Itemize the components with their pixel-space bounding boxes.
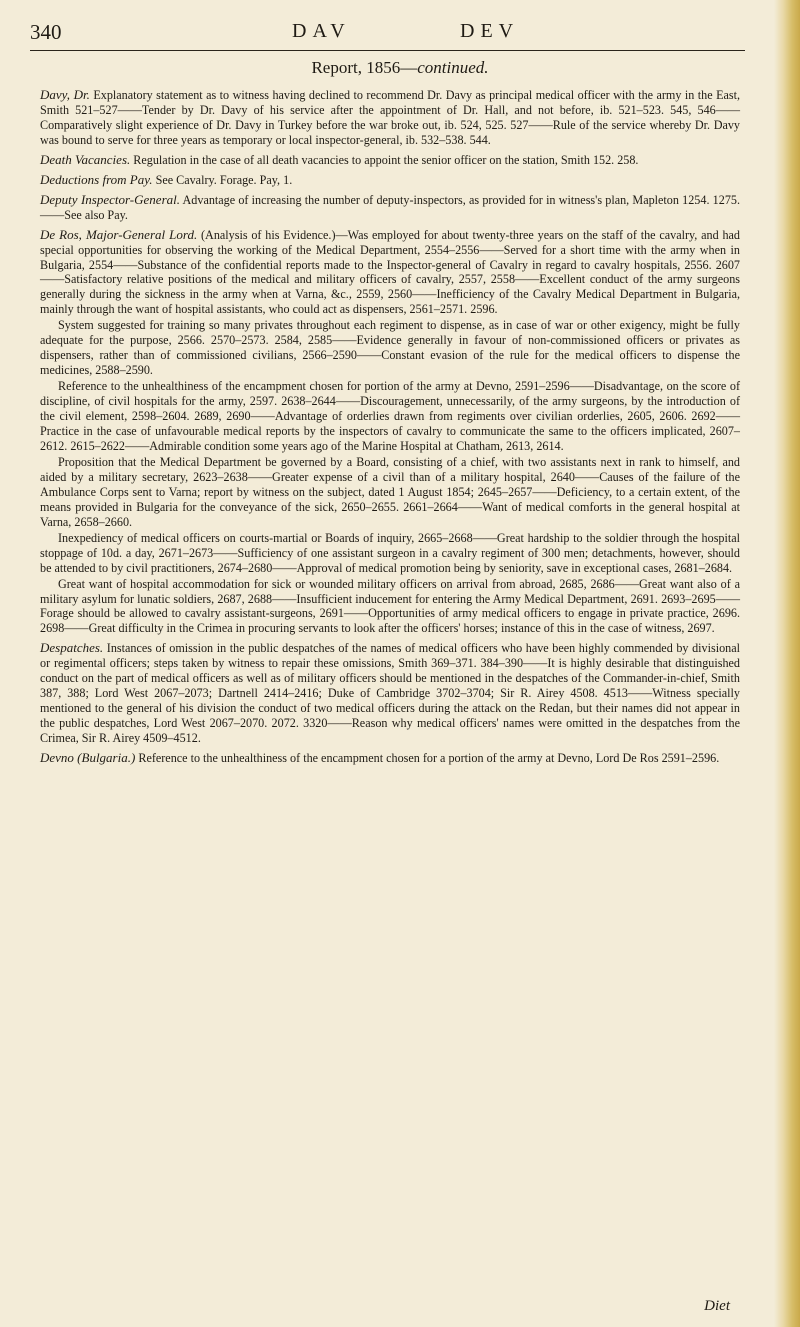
- entry-head: Deputy Inspector-General.: [40, 191, 180, 207]
- entry-deputy-inspector: [40, 193, 740, 223]
- entry-de-ros: [40, 228, 740, 318]
- de-ros-paragraph: Reference to the unhealthiness of the encampment chosen for portion of the army at Devno, 2591–2596——Disadvantage, on the score of discipline, of civil hospitals for the army, 2597. 2638–2644——Discouragement, unnecessarily, of the army surgeons, by the introduction of the civil element, 2598–2604. 2689, 2690——Advantage of orderlies drawn from regiments over civilian orderlies, 2605, 2606. 2692——Practice in the case of unfavourable medical reports by the inspectors of cavalry to communicate the same to the officers implicated, 2607–2612. 2615–2622——Admirable condition some years ago of the Marine Hospital at Chatham, 2613, 2614.: [40, 379, 740, 453]
- page-number: 340: [30, 20, 62, 44]
- index-body: [40, 88, 740, 771]
- entry-devno: [40, 751, 740, 766]
- entry-text: Advantage of increasing the number of deputy-inspectors, as provided for in witness's plan, Mapleton 1254. 1275.——See also Pay.: [40, 192, 741, 222]
- entry-despatches: [40, 641, 740, 746]
- catchword: Diet: [704, 1298, 730, 1314]
- left-heading: DAV: [292, 20, 351, 42]
- de-ros-paragraph: Proposition that the Medical Department be governed by a Board, consisting of a chief, with two assistants next in rank to himself, and aided by a military secretary, 2623–2638——Greater expense of a civil than of a military hospital, 2640——Causes of the failure of the Ambulance Corps sent to Varna; report by witness on the subject, dated 1 August 1854; 2645–2657——Deficiency, to a certain extent, of the means provided in Bulgaria for the conveyance of the sick, 2650–2655. 2661–2664——Want of medical comforts in the general hospital at Varna, 2658–2660.: [40, 454, 740, 529]
- subheading-prefix: Report, 1856—: [311, 58, 418, 77]
- subheading-suffix: continued.: [417, 58, 489, 77]
- entry-head: De Ros, Major-General Lord.: [40, 226, 198, 242]
- entry-deductions: [40, 173, 740, 188]
- de-ros-paragraph: System suggested for training so many privates throughout each regiment to dispense, as in case of war or other exigency, might be fully adequate for the purpose, 2566. 2570–2573. 2584, 2585——Evidence generally in favour of non-commissioned officers or privates as dispensers, rather than of commissioned civilians, 2566–2590——Constant evasion of the rule for the medical officers to dispense the medicines, 2588–2590.: [40, 318, 740, 378]
- de-ros-paragraph: Inexpediency of medical officers on courts-martial or Boards of inquiry, 2665–2668——Great hardship to the soldier through the hospital stoppage of 10d. a day, 2671–2673——Sufficiency of one assistant surgeon in a cavalry regiment of 300 men; detachments, however, should be attended to by civil practitioners, 2674–2680——Approval of medical promotion being by seniority, save in exceptional cases, 2681–2684.: [40, 530, 740, 575]
- page-edge: [774, 0, 800, 1327]
- entry-davy: [40, 88, 740, 148]
- entry-text: Instances of omission in the public despatches of the names of medical officers who have been highly commended by divisional or regimental officers; steps taken by witness to repair these omissions, Smith 369–371. 384–390——It is highly desirable that distinguished conduct on the part of medical officers as well as of military officers should be mentioned in the despatches of the Commander-in-chief, Smith 387, 388; Lord West 2067–2073; Dartnell 2414–2416; Duke of Cambridge 3702–3704; Sir R. Airey 4508. 4513——Witness specially mentioned to the general of his division the conduct of two medical officers during the attack on the Redan, but their names did not appear in the public despatches, Lord West 2067–2070. 2072. 3320——Reason why medical officers' names were omitted in the despatches from the Crimea, Sir R. Airey 4509–4512.: [40, 641, 740, 746]
- entry-head: Despatches.: [40, 640, 104, 656]
- entry-text: Explanatory statement as to witness having declined to recommend Dr. Davy as principal medical officer with the army in the East, Smith 521–527——Tender by Dr. Davy of his service after the appointment of Dr. Hall, and not before, ib. 521–523. 545, 546——Comparatively slight experience of Dr. Davy in Turkey before the war broke out, ib. 524, 525. 527——Rule of the service whereby Dr. Davy was bound to serve for three years as temporary or local inspector-general, ib. 532–538. 544.: [40, 88, 740, 147]
- entry-text: Regulation in the case of all death vacancies to appoint the senior officer on the station, Smith 152. 258.: [130, 152, 639, 167]
- entry-text: (Analysis of his Evidence.)—Was employed for about twenty-three years on the staff of the cavalry, and had special opportunities for observing the working of the Medical Department, 2554–2556——Served for a short time with the army when in Bulgaria, 2554——Substance of the confidential reports made to the Inspector-general of Cavalry in regard to cavalry hospitals, 2556. 2607——Satisfactory relative positions of the medical and military officers of cavalry, 2557, 2558——Excellent conduct of the army surgeons generally during the sickness in the army when at Varna, &c., 2559, 2560——Inefficiency of the Cavalry Medical Department in Bulgaria, mainly through the want of hospital assistants, who could act as dispensers, 2561–2571. 2596.: [40, 227, 740, 317]
- entry-text: See Cavalry. Forage. Pay, 1.: [152, 172, 293, 187]
- de-ros-paragraph: Great want of hospital accommodation for sick or wounded military officers on arrival from abroad, 2685, 2686——Great want also of a military asylum for lunatic soldiers, 2687, 2688——Insufficient inducement for entering the Army Medical Department, 2691. 2693–2695——Forage should be allowed to cavalry assistant-surgeons, 2691——Opportunities of army medical officers to engage in private practice, 2696. 2698——Great difficulty in the Crimea in procuring servants to look after the officers' horses; instance of this in the case of witness, 2697.: [40, 576, 740, 636]
- entry-text: Reference to the unhealthiness of the encampment chosen for a portion of the army at Devno, Lord De Ros 2591–2596.: [135, 751, 720, 766]
- entry-death-vacancies: [40, 153, 740, 168]
- entry-head: Deductions from Pay.: [40, 171, 153, 187]
- running-header: [30, 20, 745, 60]
- subheading: [0, 58, 800, 78]
- entry-head: Death Vacancies.: [40, 151, 131, 167]
- header-rule: [30, 50, 745, 51]
- entry-head: Davy, Dr.: [40, 87, 90, 102]
- entry-head: Devno (Bulgaria.): [40, 750, 136, 766]
- right-heading: DEV: [460, 20, 520, 42]
